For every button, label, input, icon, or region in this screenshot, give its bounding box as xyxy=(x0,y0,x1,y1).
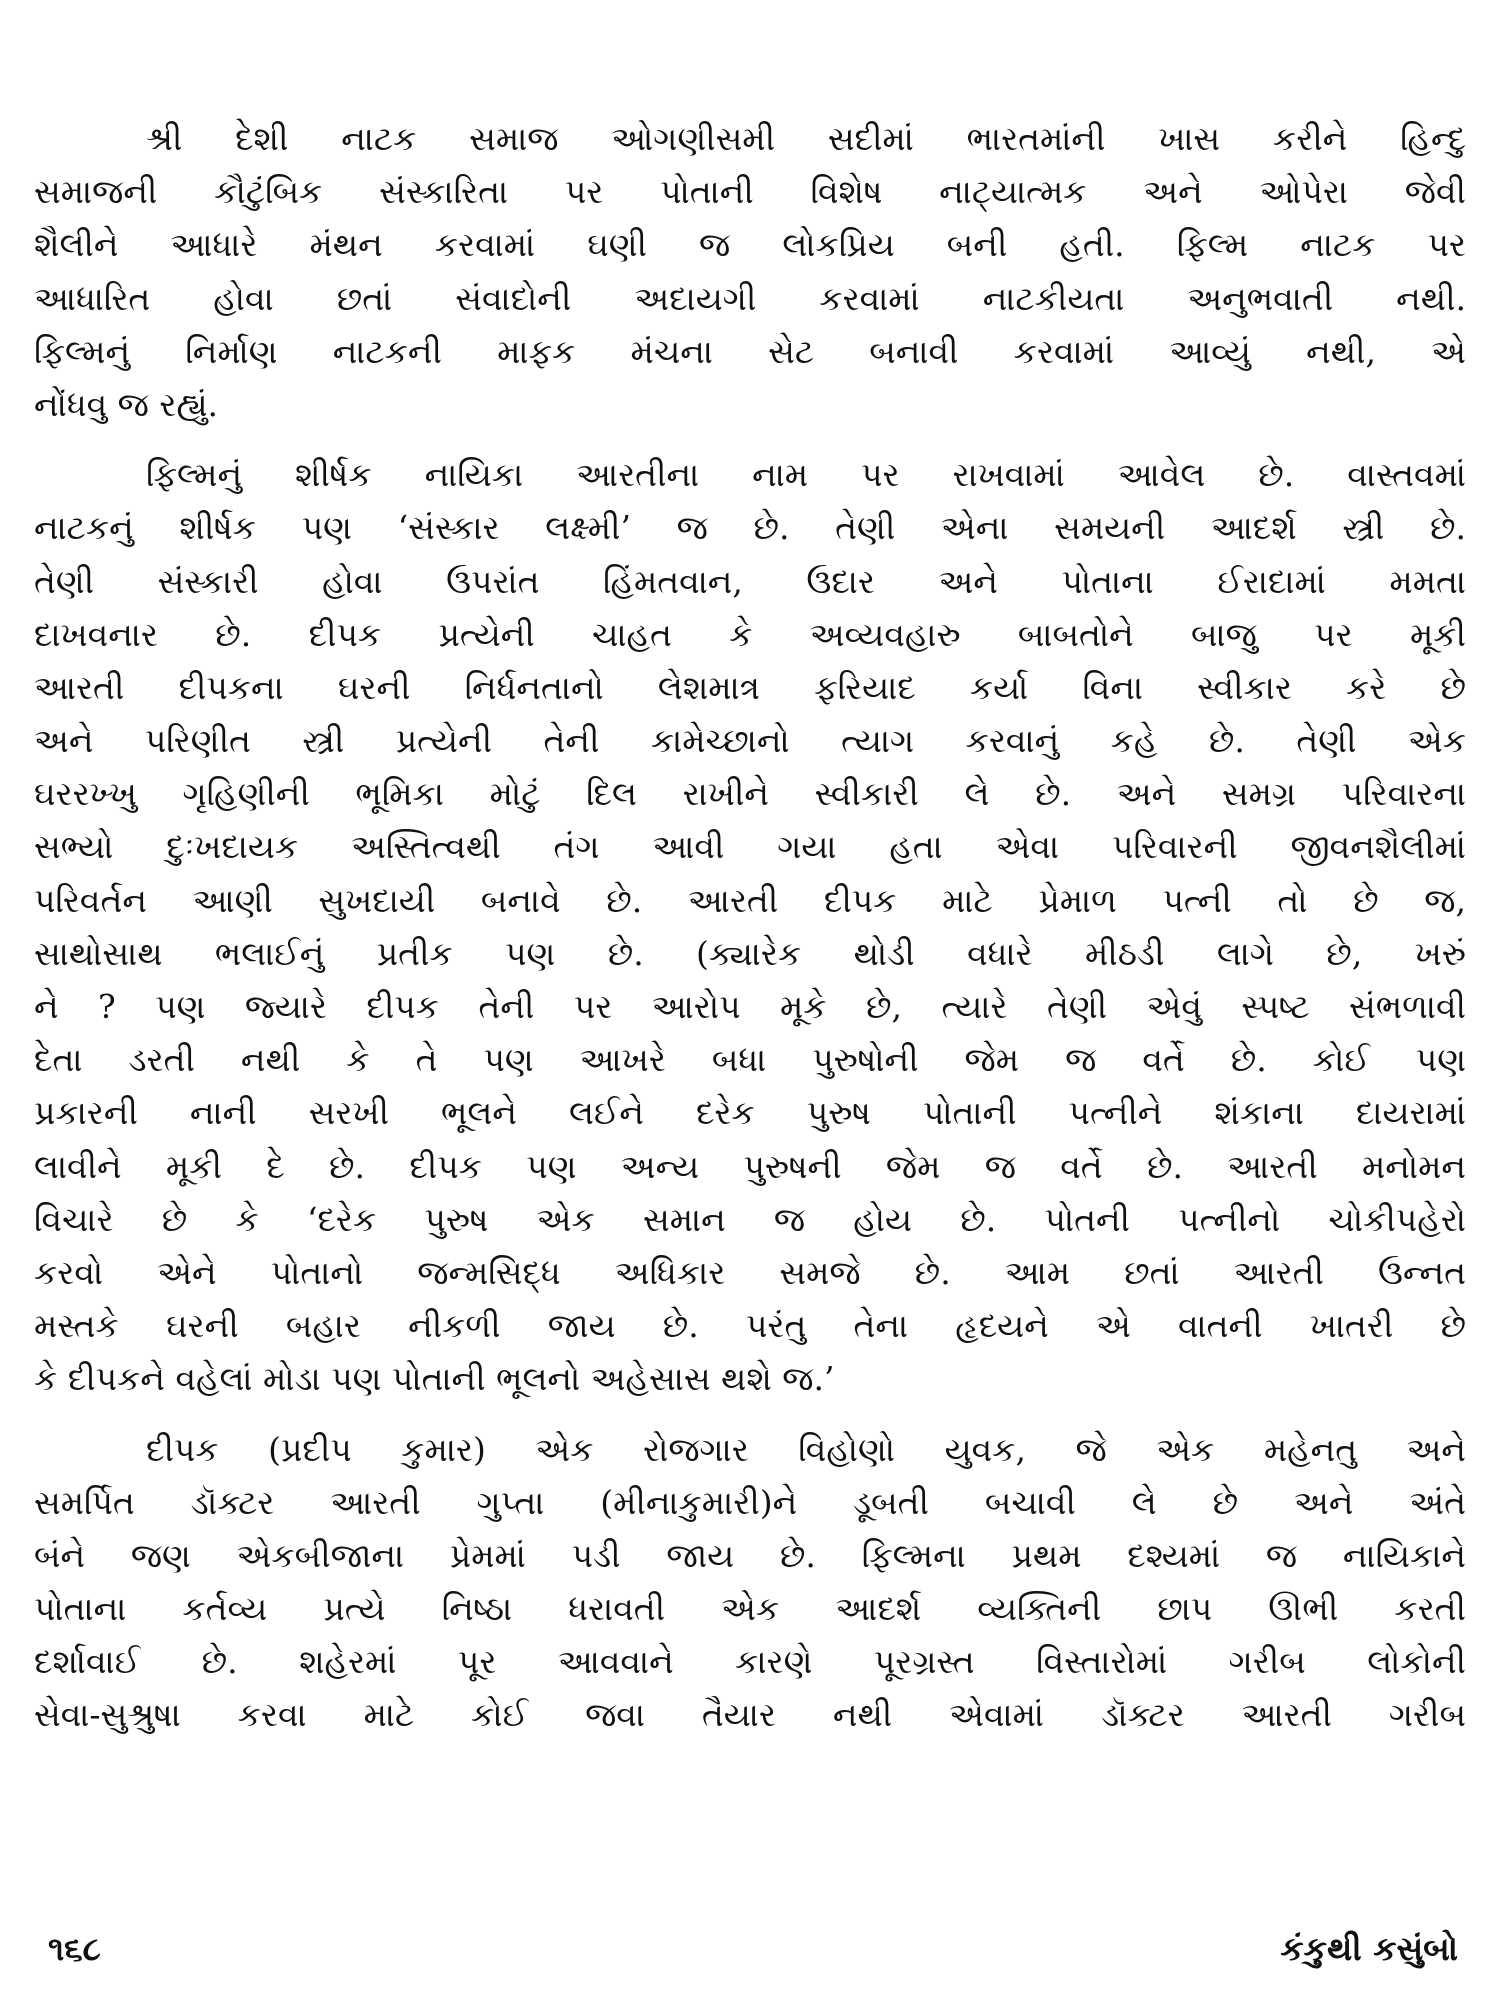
paragraph-3 xyxy=(34,1423,1466,1742)
text-line: દીપક (પ્રદીપ કુમાર) એક રોજગાર વિહોણો યુવક, જે એક મહેનતુ અને xyxy=(146,1429,1466,1469)
text-line: દર્શાવાઈ છે. શહેરમાં પૂર આવવાને કારણે પૂરગ્રસ્ત વિસ્તારોમાં ગરીબ લોકોની xyxy=(34,1642,1466,1682)
text-line: ને ? પણ જ્યારે દીપક તેની પર આરોપ મૂકે છે, ત્યારે તેણી એવું સ્પષ્ટ સંભળાવી xyxy=(34,987,1466,1026)
text-line: શ્રી દેશી નાટક સમાજ ઓગણીસમી સદીમાં ભારતમાંની ખાસ કરીને હિન્દુ xyxy=(146,119,1466,158)
text-line: ફિલ્મનું શીર્ષક નાયિકા આરતીના નામ પર રાખવામાં આવેલ છે. વાસ્તવમાં xyxy=(146,455,1466,495)
text-line: ફિલ્મનું નિર્માણ નાટકની માફક મંચના સેટ બનાવી કરવામાં આવ્યું નથી, એ xyxy=(34,331,1466,371)
paragraph-gap xyxy=(34,1406,1466,1423)
paragraph-gap xyxy=(34,431,1466,448)
body-text xyxy=(34,112,1466,1742)
text-line: નોંધવુ જ રહ્યું. xyxy=(34,384,218,424)
page-footer xyxy=(34,1925,1466,1973)
text-line: આરતી દીપકના ઘરની નિર્ધનતાનો લેશમાત્ર ફરિયાદ કર્યા વિના સ્વીકાર કરે છે xyxy=(34,667,1466,707)
text-line: સમાજની કૌટુંબિક સંસ્કારિતા પર પોતાની વિશેષ નાટ્યાત્મક અને ઓપેરા જેવી xyxy=(34,172,1466,212)
text-line: કે દીપકને વહેલાં મોડા પણ પોતાની ભૂલનો અહેસાસ થશે જ.’ xyxy=(34,1359,835,1399)
text-line: દાખવનાર છે. દીપક પ્રત્યેની ચાહત કે અવ્યવહારુ બાબતોને બાજુ પર મૂકી xyxy=(34,614,1466,654)
text-line: પોતાના કર્તવ્ય પ્રત્યે નિષ્ઠા ધરાવતી એક આદર્શ વ્યક્તિની છાપ ઊભી કરતી xyxy=(34,1589,1466,1629)
text-line: ઘરરખ્ખુ ગૃહિણીની ભૂમિકા મોટું દિલ રાખીને સ્વીકારી લે છે. અને સમગ્ર પરિવારના xyxy=(34,774,1466,814)
text-line: અને પરિણીત સ્ત્રી પ્રત્યેની તેની કામેચ્છાનો ત્યાગ કરવાનું કહે છે. તેણી એક xyxy=(34,721,1466,761)
text-line: કરવો એને પોતાનો જન્મસિદ્ધ અધિકાર સમજે છે. આમ છતાં આરતી ઉન્નત xyxy=(34,1252,1466,1292)
paragraph-1 xyxy=(34,112,1466,431)
text-line: લાવીને મૂકી દે છે. દીપક પણ અન્ય પુરુષની જેમ જ વર્તે છે. આરતી મનોમન xyxy=(34,1146,1466,1186)
text-line: સેવા-સુશ્રુષા કરવા માટે કોઈ જવા તૈયાર નથી એવામાં ડૉક્ટર આરતી ગરીબ xyxy=(34,1695,1466,1735)
book-page xyxy=(34,0,1466,2000)
text-line: પરિવર્તન આણી સુખદાયી બનાવે છે. આરતી દીપક માટે પ્રેમાળ પત્ની તો છે જ, xyxy=(34,880,1466,920)
page-number: ૧૬૮ xyxy=(48,1929,101,1968)
text-line: નાટકનું શીર્ષક પણ ‘સંસ્કાર લક્ષ્મી’ જ છે. તેણી એના સમયની આદર્શ સ્ત્રી છે. xyxy=(34,508,1466,548)
text-line: મસ્તકે ઘરની બહાર નીકળી જાય છે. પરંતુ તેના હૃદયને એ વાતની ખાતરી છે xyxy=(34,1306,1466,1346)
text-line: આધારિત હોવા છતાં સંવાદોની અદાયગી કરવામાં નાટકીયતા અનુભવાતી નથી. xyxy=(34,278,1466,318)
text-line: બંને જણ એકબીજાના પ્રેમમાં પડી જાય છે. ફિલ્મના પ્રથમ દશ્યમાં જ નાયિકાને xyxy=(34,1535,1466,1575)
text-line: શૈલીને આધારે મંથન કરવામાં ઘણી જ લોકપ્રિય બની હતી. ફિલ્મ નાટક પર xyxy=(34,225,1466,265)
text-line: વિચારે છે કે ‘દરેક પુરુષ એક સમાન જ હોય છે. પોતની પત્નીનો ચોકીપહેરો xyxy=(34,1199,1466,1239)
text-line: તેણી સંસ્કારી હોવા ઉપરાંત હિંમતવાન, ઉદાર અને પોતાના ઈરાદામાં મમતા xyxy=(34,561,1466,601)
book-title: કંકુથી કસુંબો xyxy=(1280,1929,1458,1968)
text-line: સાથોસાથ ભલાઈનું પ્રતીક પણ છે. (ક્યારેક થોડી વધારે મીઠડી લાગે છે, ખરું xyxy=(34,933,1466,973)
text-line: સમર્પિત ડૉક્ટર આરતી ગુપ્તા (મીનાકુમારી)ને ડૂબતી બચાવી લે છે અને અંતે xyxy=(34,1482,1466,1522)
text-line: દેતા ડરતી નથી કે તે પણ આખરે બધા પુરુષોની જેમ જ વર્તે છે. કોઈ પણ xyxy=(34,1040,1466,1080)
text-line: પ્રકારની નાની સરખી ભૂલને લઈને દરેક પુરુષ પોતાની પત્નીને શંકાના દાયરામાં xyxy=(34,1093,1466,1133)
paragraph-2 xyxy=(34,448,1466,1405)
text-line: સભ્યો દુઃખદાયક અસ્તિત્વથી તંગ આવી ગયા હતા એવા પરિવારની જીવનશૈલીમાં xyxy=(34,827,1466,867)
